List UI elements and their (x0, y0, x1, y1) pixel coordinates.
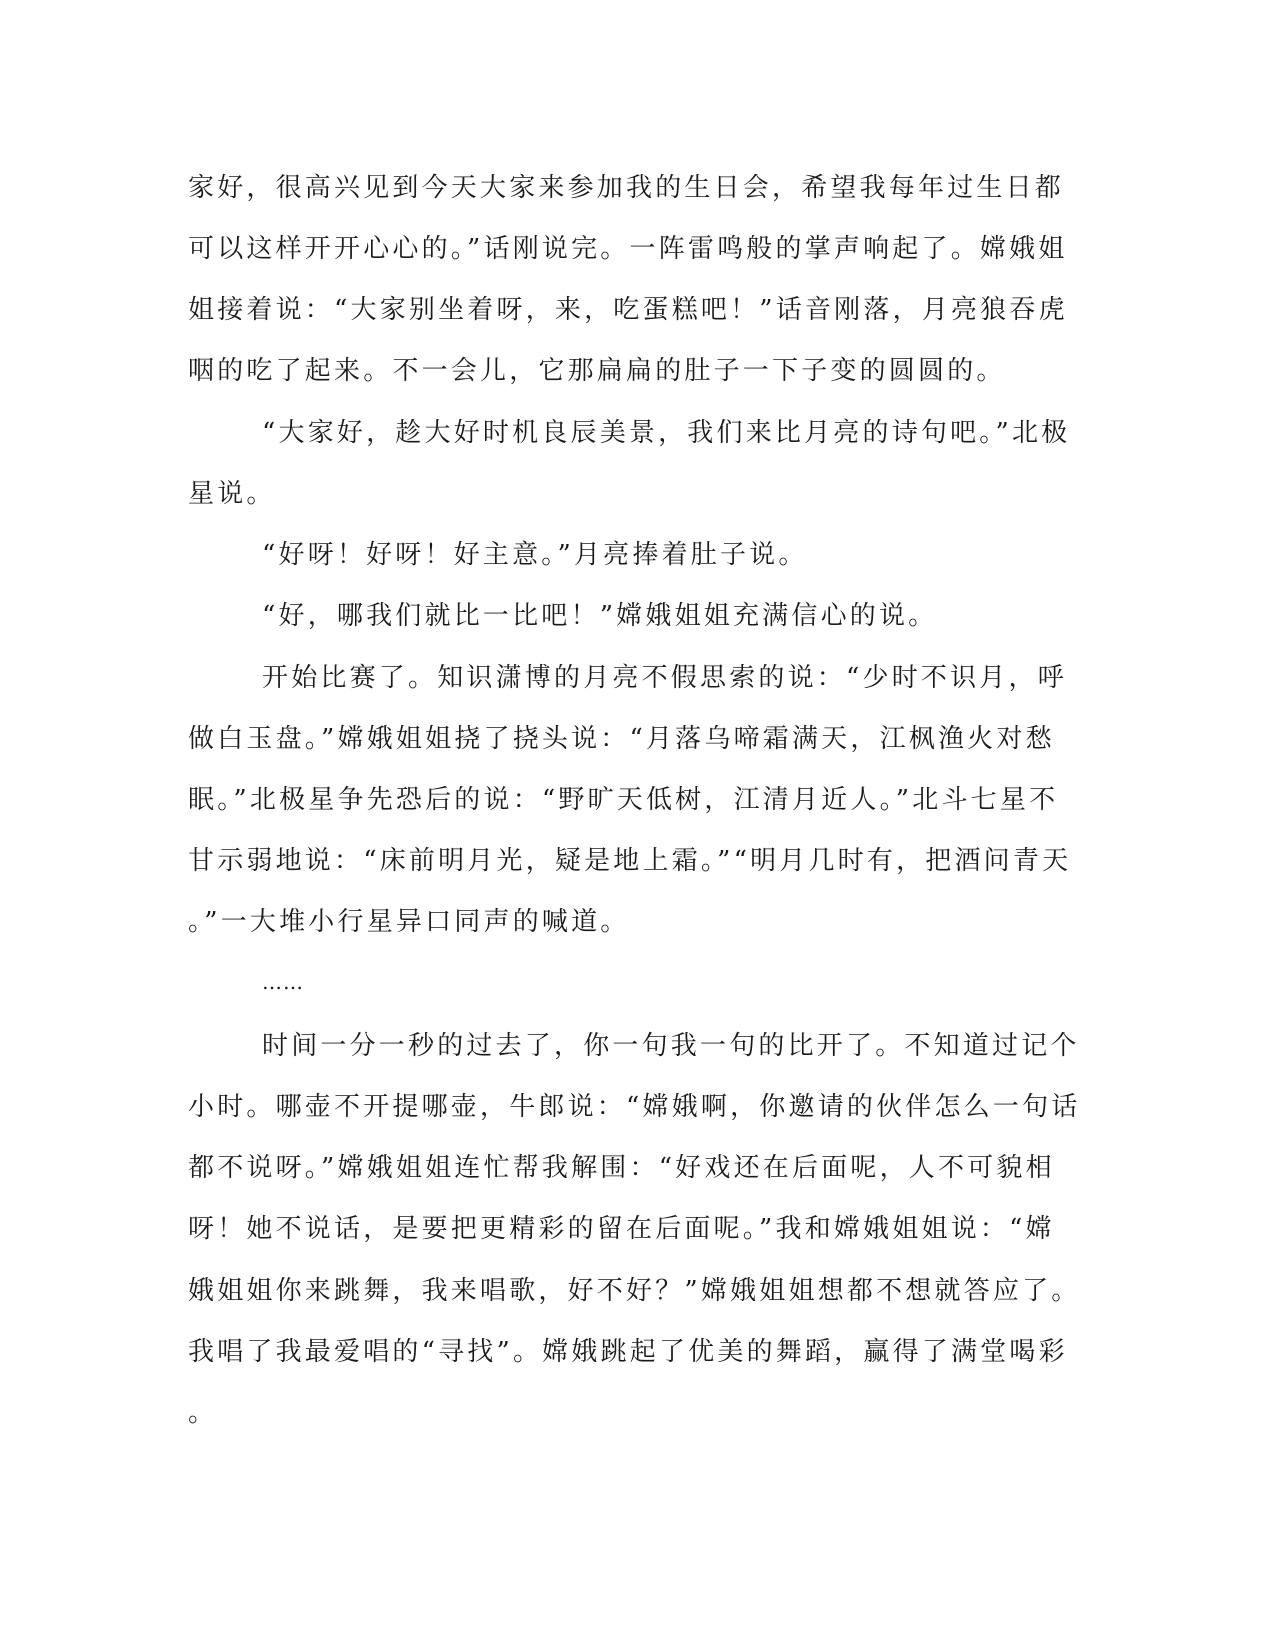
text-line: 星说。 (188, 479, 276, 509)
text-line: 。 (188, 1398, 218, 1428)
text-line: 甘示弱地说：“床前明月光，疑是地上霜。”“明月几时有，把酒问青天 (188, 846, 1072, 876)
ellipsis-line: …… (262, 970, 304, 994)
text-line: 娥姐姐你来跳舞，我来唱歌，好不好？”嫦娥姐姐想都不想就答应了。 (188, 1276, 1081, 1306)
text-line: 小时。哪壶不开提哪壶，牛郎说：“嫦娥啊，你邀请的伙伴怎么一句话 (188, 1092, 1081, 1122)
text-line: “好呀！好呀！好主意。”月亮捧着肚子说。 (262, 540, 808, 570)
text-line: 家好，很高兴见到今天大家来参加我的生日会，希望我每年过生日都 (188, 173, 1065, 203)
text-line: “好，哪我们就比一比吧！”嫦娥姐姐充满信心的说。 (262, 601, 938, 631)
text-line: 开始比赛了。知识潇博的月亮不假思索的说：“少时不识月，呼 (262, 663, 1067, 693)
text-line: 可以这样开开心心的。”话刚说完。一阵雷鸣般的掌声响起了。嫦娥姐 (188, 234, 1068, 264)
text-line: 都不说呀。”嫦娥姐姐连忙帮我解围：“好戏还在后面呢，人不可貌相 (188, 1153, 1055, 1183)
text-line: “大家好，趁大好时机良辰美景，我们来比月亮的诗句吧。”北极 (262, 418, 1071, 448)
text-line: 呀！她不说话，是要把更精彩的留在后面呢。”我和嫦娥姐姐说：“嫦 (188, 1214, 1055, 1244)
text-line: 我唱了我最爱唱的“寻找”。嫦娥跳起了优美的舞蹈，赢得了满堂喝彩 (188, 1337, 1068, 1367)
text-line: 做白玉盘。”嫦娥姐姐挠了挠头说：“月落乌啼霜满天，江枫渔火对愁 (188, 724, 1055, 754)
text-line: 时间一分一秒的过去了，你一句我一句的比开了。不知道过记个 (262, 1031, 1080, 1061)
text-line: 姐接着说：“大家别坐着呀，来，吃蛋糕吧！”话音刚落，月亮狼吞虎 (188, 295, 1068, 325)
text-line: 眠。”北极星争先恐后的说：“野旷天低树，江清月近人。”北斗七星不 (188, 785, 1059, 815)
text-line: 。”一大堆小行星异口同声的喊道。 (188, 907, 630, 937)
text-line: 咽的吃了起来。不一会儿，它那扁扁的肚子一下子变的圆圆的。 (188, 356, 1006, 386)
